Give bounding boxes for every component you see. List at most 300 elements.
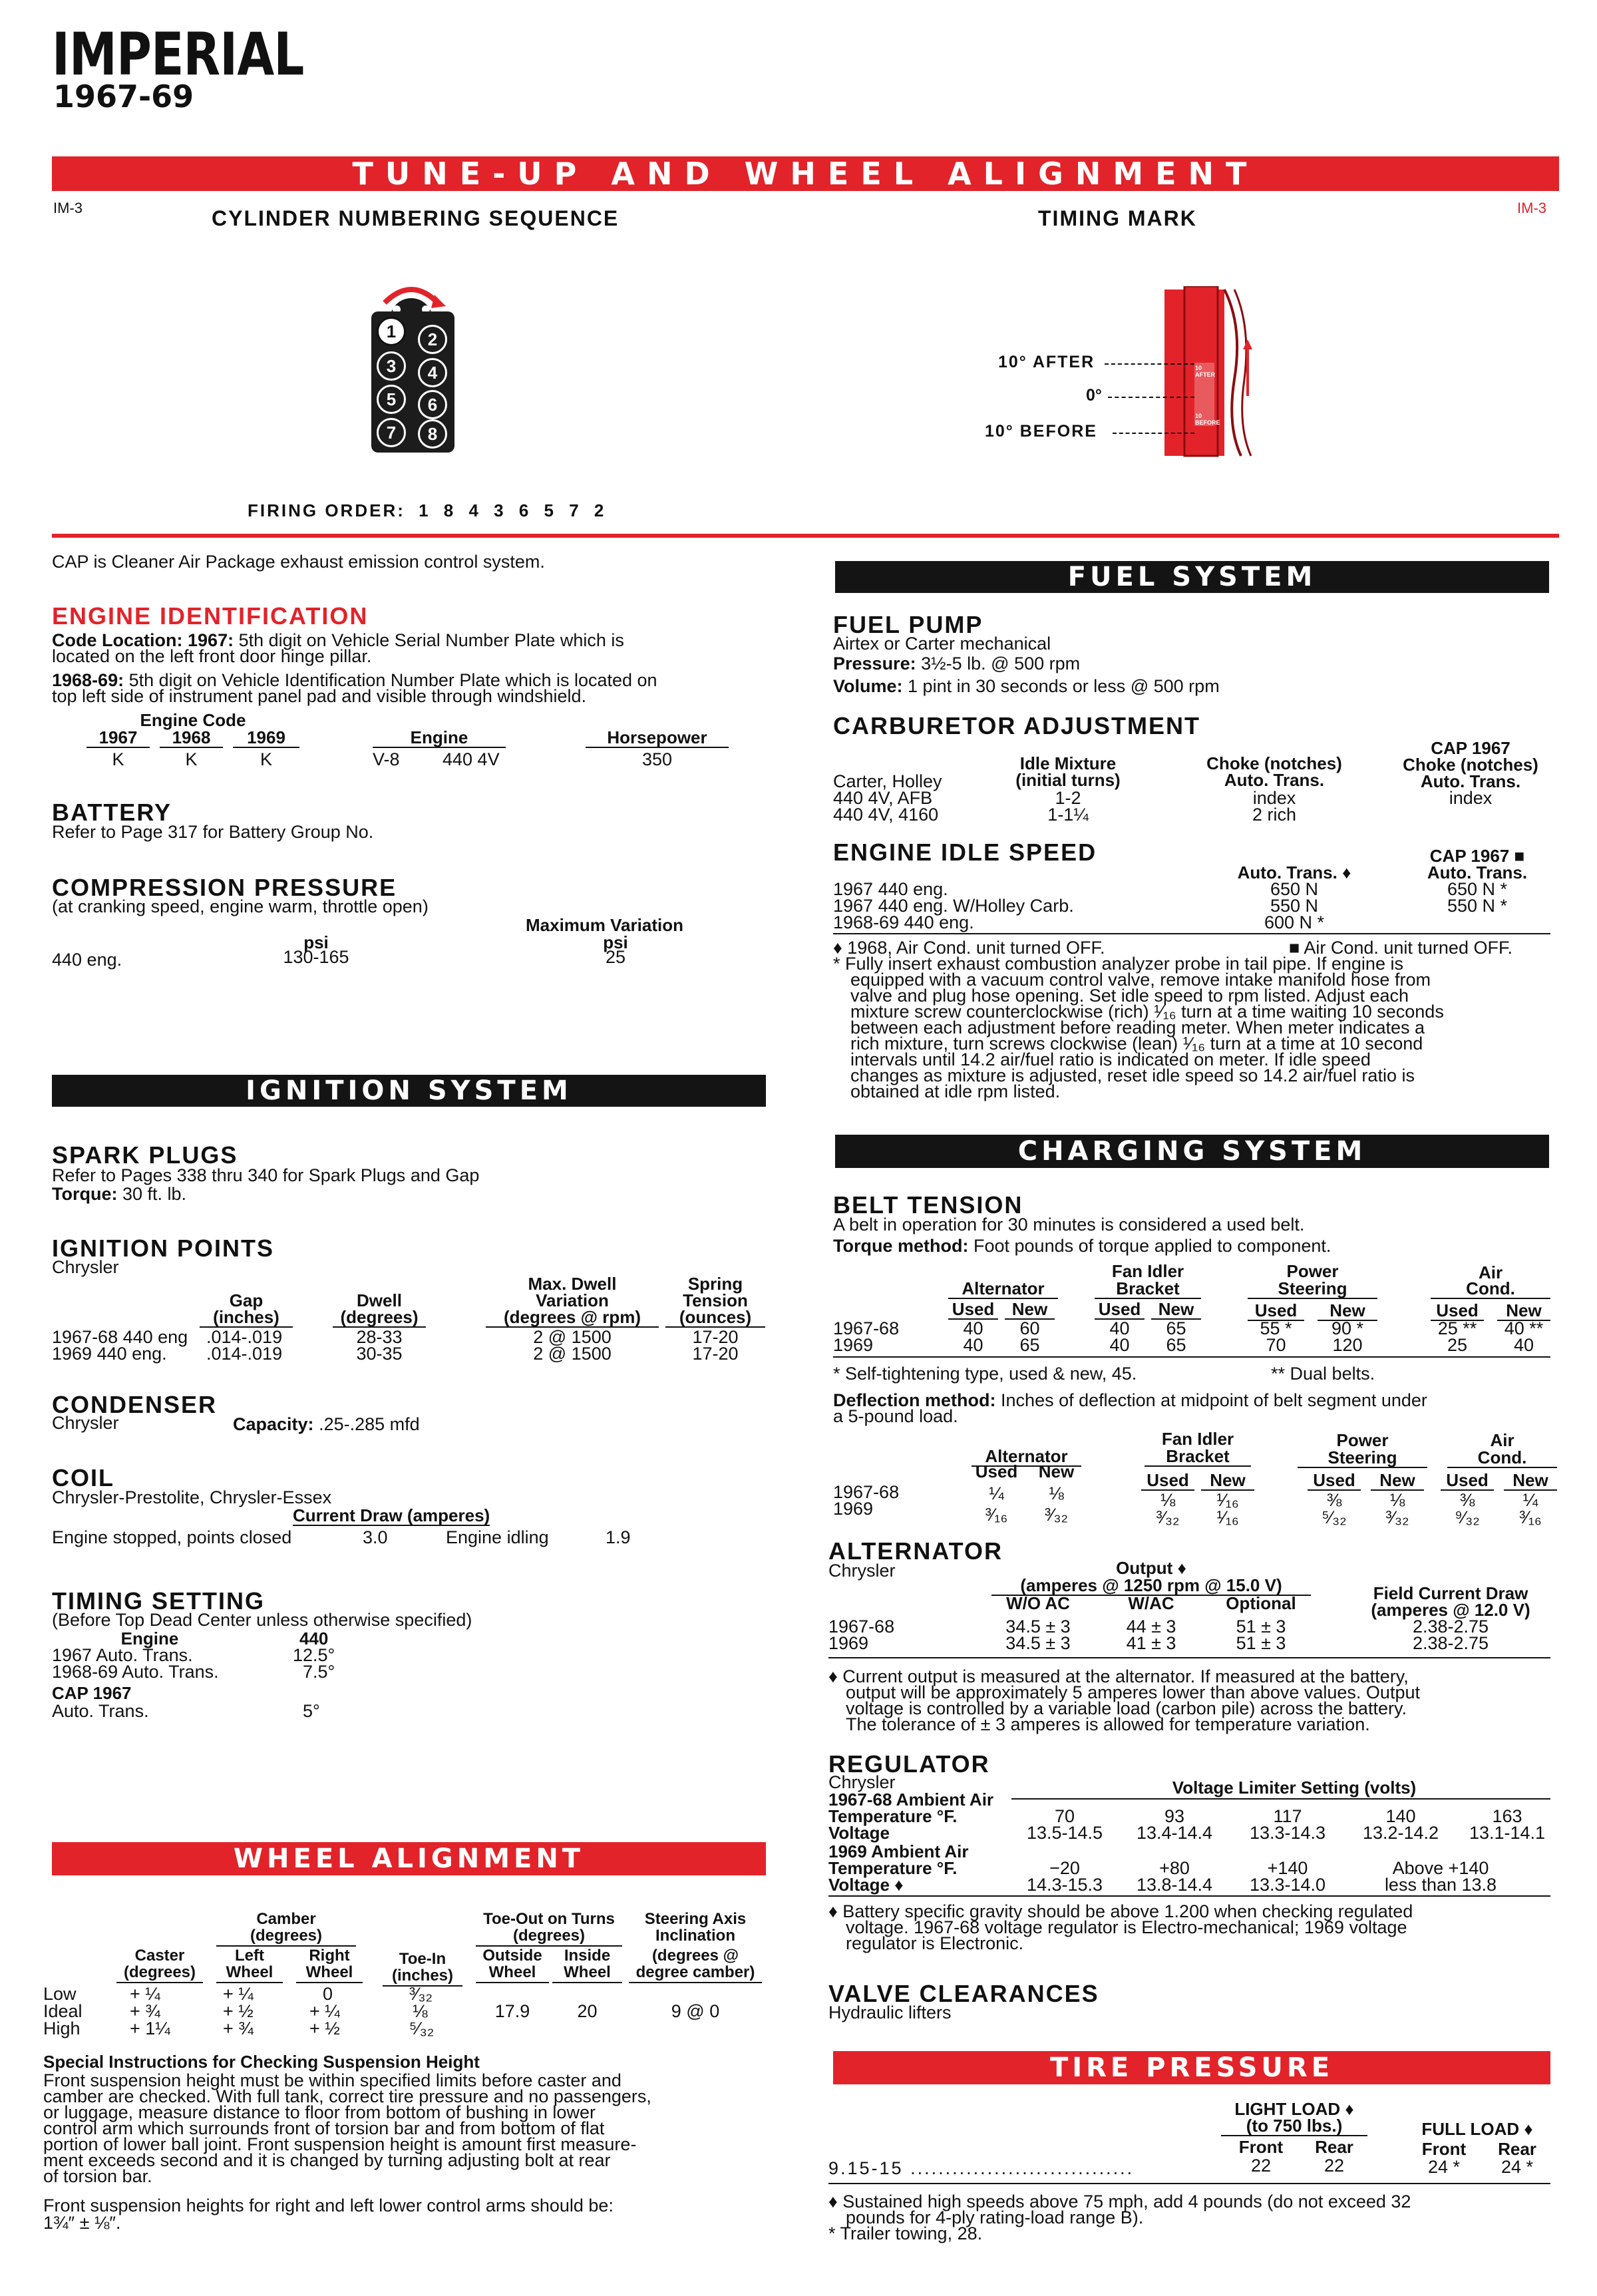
defl-new-4: New: [1504, 1471, 1557, 1491]
defl-power-head-2: Steering: [1298, 1448, 1427, 1468]
belt-used-3: Used: [1248, 1301, 1304, 1321]
engine-code-year-1967: 1967: [87, 728, 150, 748]
regulator-head: Voltage Limiter Setting (volts): [1172, 1778, 1417, 1798]
steer-head-4: degree camber): [629, 1963, 762, 1983]
alt-table-rule: [828, 1657, 1550, 1658]
idle-note-1: ♦ 1968, Air Cond. unit turned OFF.: [833, 938, 1105, 958]
special-instructions-title: Special Instructions for Checking Suspension Height: [43, 2052, 480, 2072]
coil-idling-value: 1.9: [606, 1527, 631, 1547]
timing-row-2-label: 1968-69 Auto. Trans.: [52, 1662, 219, 1682]
make-title: IMPERIAL: [52, 20, 304, 89]
engine-code-1967: K: [112, 749, 124, 769]
belt-air-head-2: Cond.: [1431, 1279, 1550, 1299]
reg-temp-67-5: 163: [1492, 1806, 1522, 1826]
wheel-row-high-left: + ¾: [223, 2018, 254, 2038]
reg-temp-67-2: 93: [1164, 1806, 1185, 1826]
firing-order-value: 1 8 4 3 6 5 7 2: [419, 500, 610, 520]
engine-code-1968: K: [185, 749, 198, 769]
belt-power-head-2: Steering: [1248, 1279, 1377, 1299]
belt-row-2-fan-new: 65: [1166, 1335, 1186, 1355]
toein-head-1: Toe-In: [399, 1950, 446, 1968]
alternator-make: Chrysler: [828, 1561, 896, 1581]
tire-rear-head-1: Rear: [1315, 2137, 1353, 2157]
reg-amb-67: 1967-68 Ambient Air: [828, 1790, 994, 1810]
coil-make: Chrysler-Prestolite, Chrysler-Essex: [52, 1487, 332, 1507]
alt-row-2-opt: 51 ± 3: [1236, 1633, 1286, 1653]
regulator-notes: ♦ Battery specific gravity should be above 1.200 when checking regulated voltage. 1967-68 voltage regulator is Electro-mechanical; 1969 voltage regulator is Electronic.: [828, 1901, 1413, 1953]
reg-volt-69-3: 13.3-14.0: [1249, 1875, 1326, 1895]
timing-zero-leader: [1108, 397, 1194, 398]
belt-deflection-2: a 5-pound load.: [833, 1406, 958, 1426]
timing-row-1-value: 12.5°: [293, 1645, 335, 1665]
points-row-1-label: 1967-68 440 eng: [52, 1327, 188, 1347]
timing-setting-sub: (Before Top Dead Center unless otherwise specified): [52, 1610, 472, 1630]
special-instructions-text: Front suspension height must be within specified limits before caster and camber are checked. With full tank, correct tire pressure and no passengers, or luggage, measure distance to floor from bottom of bushing in lower control arm which surrounds front of torsion bar and from bottom of flat portion of lower ball joint. Front suspension height is amount first measure- ment exceeds second and it is changed by turning adjusting bolt at rear of torsion bar.: [43, 2070, 651, 2186]
cylinder-8: 8: [418, 419, 447, 449]
idle-cap-auto-head: Auto. Trans.: [1427, 862, 1528, 882]
timing-before-leader: [1113, 433, 1194, 434]
reg-temp-69-1: −20: [1049, 1858, 1080, 1878]
fuel-pump-title: FUEL PUMP: [833, 611, 983, 638]
years-title: 1967-69: [53, 79, 194, 114]
carb-idle-head-1: Idle Mixture: [1019, 753, 1117, 773]
belt-row-2-air-new: 40: [1513, 1335, 1534, 1355]
wheel-row-high-caster: + 1¼: [130, 2018, 170, 2038]
section-divider: [52, 534, 1559, 538]
belt-row-1-air-used: 25 **: [1437, 1318, 1477, 1338]
alt-row-1-field: 2.38-2.75: [1412, 1617, 1489, 1636]
engine-code-1969: K: [260, 749, 272, 769]
belt-new-1: New: [1005, 1300, 1055, 1320]
idle-cap-head: CAP 1967 ■: [1429, 846, 1525, 866]
carb-row-3: 440 4V, 4160: [833, 805, 939, 825]
belt-row-2-air-used: 25: [1447, 1335, 1468, 1355]
points-row-2-dwell: 30-35: [356, 1344, 403, 1364]
inside-head-1: Inside: [564, 1947, 611, 1965]
timing-scale-after: 10 AFTER: [1195, 365, 1215, 378]
spark-plugs-title: SPARK PLUGS: [52, 1141, 238, 1169]
belt-fan-head-1: Fan Idler: [1111, 1261, 1184, 1281]
engine-size: 440 4V: [443, 749, 500, 769]
carb-cap-choke-1: Choke (notches): [1403, 755, 1538, 775]
alt-field-head-1: Field Current Draw: [1373, 1583, 1528, 1603]
timing-scale-before: 10 BEFORE: [1195, 413, 1220, 426]
timing-after-label: 10° AFTER: [998, 353, 1095, 371]
timing-engine-head: Engine: [120, 1628, 179, 1648]
defl-row-1-fan-new: ¹⁄₁₆: [1216, 1490, 1239, 1510]
defl-row-1-fan-used: ⅛: [1160, 1490, 1176, 1510]
reg-temp-69-3: +140: [1267, 1858, 1308, 1878]
idle-row-2-label: 1967 440 eng. W/Holley Carb.: [833, 896, 1074, 916]
belt-row-1-fan-new: 65: [1166, 1318, 1186, 1338]
belt-row-1-power-new: 90 *: [1331, 1318, 1364, 1338]
reg-amb-69: 1969 Ambient Air: [828, 1841, 969, 1861]
idle-row-2-cap: 550 N *: [1447, 896, 1508, 916]
idle-row-1-cap: 650 N *: [1447, 879, 1508, 899]
ignition-points-title: IGNITION POINTS: [52, 1235, 275, 1262]
tire-full-rear: 24 *: [1501, 2157, 1534, 2177]
idle-notes: * Fully insert exhaust combustion analyzer probe in tail pipe. If engine is equipped with a vacuum control valve, remove intake manifold hose from valve and plug hose opening. Set idle speed to rpm listed. Adjust each mixture screw counterclockwise (rich) ¹⁄₁₆ turn at a time waiting 10 seconds between each adjustment before reading meter. When meter indicates a rich mixture, turn screws clockwise (lean) ¹⁄₁₆ turn at a time at 10 second intervals until 14.2 air/fuel ratio is indicated on meter. If idle speed changes as mixture is adjusted, reset idle speed so 14.2 air/fuel ratio is obtained at idle rpm listed.: [833, 954, 1444, 1101]
firing-order: [248, 500, 609, 521]
charging-system-banner: CHARGING SYSTEM: [835, 1135, 1549, 1168]
wheel-row-low-left: + ¼: [223, 1984, 254, 2004]
page-number-left: IM-3: [53, 200, 83, 216]
belt-row-2-alt-used: 40: [963, 1335, 983, 1355]
points-row-2-label: 1969 440 eng.: [52, 1344, 167, 1364]
h-gap-2: (inches): [200, 1308, 293, 1328]
psi-head-1: psi: [303, 932, 329, 952]
alternator-notes: ♦ Current output is measured at the alternator. If measured at the battery, output will be approximately 5 amperes lower than above values. Output voltage is controlled by a variable load (carbon pile) across the battery. The tolerance of ± 3 amperes is allowed for temperature variation.: [828, 1666, 1420, 1734]
engine-block-diagram: [371, 311, 454, 453]
defl-used-1: Used: [975, 1461, 1018, 1481]
timing-440-head: 440: [299, 1628, 329, 1648]
points-row-1-maxdwell: 2 @ 1500: [533, 1327, 612, 1347]
wheel-row-ideal-toein: ⅛: [413, 2001, 428, 2021]
inside-head-2: Wheel: [552, 1963, 622, 1983]
condenser-capacity: Capacity: .25-.285 mfd: [233, 1414, 420, 1434]
timing-cap-label: CAP 1967: [52, 1683, 132, 1703]
alt-row-1-label: 1967-68: [828, 1617, 895, 1636]
carb-title: CARBURETOR ADJUSTMENT: [833, 712, 1201, 739]
caster-head-2: (degrees): [116, 1963, 203, 1983]
front-suspension-2: 1¾″ ± ⅛″.: [43, 2213, 121, 2233]
cylinder-1: 1: [377, 317, 406, 346]
idle-auto-head: Auto. Trans. ♦: [1237, 862, 1351, 882]
coil-title: COIL: [52, 1464, 114, 1491]
timing-row-3-value: 5°: [303, 1701, 320, 1721]
belt-new-2: New: [1151, 1300, 1201, 1320]
spark-plugs-text: Refer to Pages 338 thru 340 for Spark Plugs and Gap: [52, 1165, 480, 1185]
wheel-row-low-right: 0: [323, 1984, 333, 2004]
defl-row-1-air-new: ¼: [1522, 1490, 1538, 1510]
coil-stopped-label: Engine stopped, points closed: [52, 1527, 292, 1547]
reg-volt-67-3: 13.3-14.3: [1249, 1823, 1326, 1843]
defl-alt-head: Alternator: [972, 1447, 1081, 1467]
compression-sub: (at cranking speed, engine warm, throttle open): [52, 896, 429, 916]
defl-used-4: Used: [1441, 1471, 1494, 1491]
belt-torque: Torque method: Foot pounds of torque applied to component.: [833, 1236, 1331, 1256]
horsepower-value: 350: [641, 749, 673, 769]
defl-row-2-power-new: ³⁄₃₂: [1385, 1507, 1409, 1527]
cylinder-title: CYLINDER NUMBERING SEQUENCE: [212, 206, 620, 230]
defl-row-2-air-used: ⁹⁄₃₂: [1455, 1507, 1480, 1527]
belt-row-2-fan-used: 40: [1109, 1335, 1130, 1355]
horsepower-head: Horsepower: [586, 728, 729, 748]
wheel-steering-value: 9 @ 0: [671, 2001, 720, 2021]
max-variation-head: Maximum Variation: [526, 915, 683, 935]
timing-before-label: 10° BEFORE: [985, 422, 1097, 441]
timing-row-2-value: 7.5°: [303, 1662, 335, 1682]
tire-front-head-2: Front: [1421, 2139, 1467, 2159]
carb-row-3-choke: 2 rich: [1252, 805, 1297, 825]
belt-used-2: Used: [1095, 1300, 1145, 1320]
toein-head-2: (inches): [383, 1967, 462, 1987]
coil-draw-head: Current Draw (amperes): [293, 1505, 490, 1525]
condenser-make: Chrysler: [52, 1413, 119, 1433]
compression-range: 130-165: [283, 947, 349, 967]
alt-row-2-woac: 34.5 ± 3: [1005, 1633, 1071, 1653]
belt-used-1: Used: [948, 1300, 998, 1320]
tire-rear-head-2: Rear: [1498, 2139, 1536, 2159]
defl-row-2-air-new: ³⁄₁₆: [1519, 1507, 1542, 1527]
carb-row-2: 440 4V, AFB: [833, 788, 933, 808]
timing-mark-title: TIMING MARK: [1038, 206, 1197, 230]
cylinder-2: 2: [418, 325, 447, 354]
defl-used-2: Used: [1141, 1471, 1194, 1491]
h-dwell-2: (degrees): [333, 1308, 426, 1328]
cylinder-7: 7: [377, 418, 406, 447]
ignition-banner: IGNITION SYSTEM: [52, 1075, 766, 1107]
tire-front-head-1: Front: [1238, 2137, 1284, 2157]
defl-new-2: New: [1201, 1471, 1254, 1491]
tire-light-front: 22: [1250, 2156, 1272, 2176]
engine-code-year-1968: 1968: [160, 728, 223, 748]
regulator-make: Chrysler: [828, 1772, 896, 1792]
reg-volt-69-label: Voltage ♦: [828, 1875, 904, 1895]
engine-id-line2: located on the left front door hinge pillar.: [52, 646, 372, 666]
belt-tension-title: BELT TENSION: [833, 1191, 1023, 1219]
tire-full-front: 24 *: [1427, 2157, 1461, 2177]
points-row-2-spring: 17-20: [692, 1344, 739, 1364]
h-spring-2: Tension: [683, 1290, 748, 1310]
reg-volt-69-2: 13.8-14.4: [1136, 1875, 1213, 1895]
carb-idle-head-2: (initial turns): [1015, 770, 1121, 790]
defl-new-3: New: [1371, 1471, 1424, 1491]
belt-row-2-alt-new: 65: [1019, 1335, 1040, 1355]
wheel-row-ideal-label: Ideal: [43, 2001, 83, 2021]
wheel-row-ideal-caster: + ¾: [130, 2001, 160, 2021]
toeout-head-2: (degrees): [476, 1927, 622, 1947]
points-row-1-dwell: 28-33: [356, 1327, 403, 1347]
valve-clearances-title: VALVE CLEARANCES: [828, 1980, 1099, 2007]
tire-full-head: FULL LOAD ♦: [1421, 2119, 1533, 2139]
belt-power-head-1: Power: [1286, 1261, 1339, 1281]
defl-row-2-power-used: ⁵⁄₃₂: [1322, 1507, 1347, 1527]
tire-pressure-banner: TIRE PRESSURE: [833, 2051, 1550, 2084]
reg-volt-67-2: 13.4-14.4: [1136, 1823, 1213, 1843]
steering-head-1: Steering Axis: [644, 1910, 747, 1928]
fuel-pump-volume: Volume: 1 pint in 30 seconds or less @ 500 rpm: [833, 676, 1220, 696]
timing-row-1-label: 1967 Auto. Trans.: [52, 1645, 193, 1665]
cap-note: CAP is Cleaner Air Package exhaust emission control system.: [52, 552, 545, 572]
engine-id-line3: 1968-69: 5th digit on Vehicle Identification Number Plate which is located on: [52, 670, 657, 690]
condenser-title: CONDENSER: [52, 1391, 218, 1418]
defl-used-3: Used: [1308, 1471, 1361, 1491]
alt-row-1-woac: 34.5 ± 3: [1005, 1617, 1071, 1636]
compression-variation: 25: [605, 947, 626, 967]
belt-dual-note: ** Dual belts.: [1271, 1364, 1375, 1384]
reg-temp-67-1: 70: [1054, 1806, 1075, 1826]
idle-note-1b: ■ Air Cond. unit turned OFF.: [1289, 938, 1512, 958]
engine-code-year-1969: 1969: [233, 728, 299, 748]
wheel-row-ideal-left: + ½: [223, 2001, 254, 2021]
tire-light-rear: 22: [1324, 2156, 1345, 2176]
left-head-1: Left: [235, 1947, 264, 1965]
fuel-pump-pressure: Pressure: 3½-5 lb. @ 500 rpm: [833, 654, 1081, 673]
coil-stopped-value: 3.0: [363, 1527, 388, 1547]
reg-volt-67-4: 13.2-14.2: [1362, 1823, 1439, 1843]
alt-woac-head: W/O AC: [1006, 1593, 1070, 1613]
h-dwell-1: Dwell: [357, 1290, 402, 1310]
belt-row-1-air-new: 40 **: [1504, 1318, 1544, 1338]
defl-row-2-fan-used: ³⁄₃₂: [1156, 1507, 1180, 1527]
tire-light-head-2: (to 750 lbs.): [1221, 2116, 1367, 2136]
belt-alt-head: Alternator: [948, 1279, 1058, 1299]
wheel-alignment-banner: WHEEL ALIGNMENT: [52, 1842, 766, 1875]
engine-head: Engine: [373, 728, 506, 748]
idle-row-1-auto: 650 N: [1270, 879, 1319, 899]
outside-head-2: Wheel: [476, 1963, 549, 1983]
alt-row-1-opt: 51 ± 3: [1236, 1617, 1286, 1636]
defl-new-1: New: [1038, 1461, 1075, 1481]
cylinder-6: 6: [418, 390, 447, 419]
belt-fan-head-2: Bracket: [1095, 1279, 1201, 1299]
compression-engine: 440 eng.: [52, 950, 122, 970]
defl-fan-head-1: Fan Idler: [1161, 1429, 1234, 1449]
tire-size: 9.15-15 ................................: [828, 2158, 1135, 2178]
wheel-row-high-label: High: [43, 2018, 81, 2038]
camber-head-2: (degrees): [216, 1927, 356, 1947]
timing-after-leader: [1105, 363, 1194, 365]
belt-row-1-power-used: 55 *: [1260, 1318, 1292, 1338]
h-gap-1: Gap: [229, 1290, 264, 1310]
tire-notes: ♦ Sustained high speeds above 75 mph, add 4 pounds (do not exceed 32 pounds for 4-ply rating-load range B). * Trailer towing, 28.: [828, 2192, 1411, 2243]
wheel-outside-value: 17.9: [494, 2001, 530, 2021]
cylinder-4: 4: [418, 358, 447, 387]
defl-row-2-alt-used: ³⁄₁₆: [985, 1505, 1008, 1525]
h-maxdwell-2: Variation: [536, 1290, 609, 1310]
wheel-row-ideal-right: + ¼: [309, 2001, 340, 2021]
carb-cap-choke-2: Auto. Trans.: [1420, 771, 1521, 791]
valve-clearances-text: Hydraulic lifters: [828, 2003, 952, 2022]
wheel-row-high-right: + ½: [309, 2018, 340, 2038]
points-row-1-gap: .014-.019: [206, 1327, 283, 1347]
reg-volt-67-5: 13.1-14.1: [1469, 1823, 1546, 1843]
toeout-head-1: Toe-Out on Turns: [483, 1910, 615, 1928]
wheel-row-low-caster: + ¼: [130, 1984, 160, 2004]
reg-temp-67-label: Temperature °F.: [828, 1806, 958, 1826]
carb-row-2-cap: index: [1449, 788, 1493, 808]
defl-row-2-label: 1969: [833, 1499, 874, 1519]
points-row-1-spring: 17-20: [692, 1327, 739, 1347]
carb-row-1: Carter, Holley: [833, 771, 942, 791]
engine-code-head: Engine Code: [140, 710, 246, 730]
wheel-row-low-toein: ³⁄₃₂: [409, 1984, 433, 2004]
points-row-2-gap: .014-.019: [206, 1344, 283, 1364]
carb-row-2-idle: 1-2: [1055, 788, 1081, 808]
regulator-head-rule: [1011, 1798, 1550, 1800]
alt-wac-head: W/AC: [1128, 1593, 1174, 1613]
firing-order-label: FIRING ORDER:: [248, 500, 405, 520]
points-row-2-maxdwell: 2 @ 1500: [533, 1344, 612, 1364]
defl-row-1-power-used: ⅜: [1326, 1490, 1342, 1510]
belt-used-4: Used: [1431, 1301, 1484, 1321]
page-number-right: IM-3: [1517, 200, 1546, 216]
belt-row-2-label: 1969: [833, 1335, 874, 1355]
defl-fan-head-2: Bracket: [1145, 1447, 1251, 1467]
carb-cap-head: CAP 1967: [1431, 738, 1510, 758]
caster-head-1: Caster: [134, 1947, 185, 1965]
left-head-2: Wheel: [216, 1963, 283, 1983]
alt-row-2-field: 2.38-2.75: [1412, 1633, 1489, 1653]
h-maxdwell-1: Max. Dwell: [528, 1274, 617, 1294]
engine-id-line4: top left side of instrument panel pad and visible through windshield.: [52, 686, 586, 706]
timing-setting-title: TIMING SETTING: [52, 1587, 265, 1615]
timing-row-3-label: Auto. Trans.: [52, 1701, 149, 1721]
reg-table-rule: [828, 1895, 1550, 1897]
belt-row-1-alt-new: 60: [1019, 1318, 1040, 1338]
reg-volt-69-4: less than 13.8: [1384, 1875, 1497, 1895]
belt-new-3: New: [1318, 1301, 1377, 1321]
defl-air-head-1: Air: [1490, 1430, 1514, 1450]
belt-self-note: * Self-tightening type, used & new, 45.: [833, 1364, 1137, 1384]
battery-text: Refer to Page 317 for Battery Group No.: [52, 822, 374, 842]
cylinder-3: 3: [377, 351, 406, 381]
psi-head-2: psi: [603, 932, 628, 952]
timing-zero-label: 0°: [1086, 386, 1102, 405]
ignition-points-make: Chrysler: [52, 1257, 119, 1277]
belt-deflection: Deflection method: Inches of deflection at midpoint of belt segment under: [833, 1390, 1427, 1410]
tuneup-banner: TUNE-UP AND WHEEL ALIGNMENT: [52, 156, 1559, 191]
idle-row-3-label: 1968-69 440 eng.: [833, 912, 974, 932]
defl-row-2-fan-new: ¹⁄₁₆: [1216, 1507, 1239, 1527]
alt-row-2-label: 1969: [828, 1633, 869, 1653]
carb-row-2-choke: index: [1252, 788, 1296, 808]
right-head-1: Right: [309, 1947, 350, 1965]
belt-row-1-label: 1967-68: [833, 1318, 900, 1338]
belt-row-2-power-new: 120: [1332, 1335, 1363, 1355]
camber-head-1: Camber: [256, 1910, 316, 1928]
defl-row-1-label: 1967-68: [833, 1482, 900, 1502]
belt-row-1-fan-used: 40: [1109, 1318, 1130, 1338]
alt-row-1-wac: 44 ± 3: [1126, 1617, 1176, 1636]
reg-temp-69-label: Temperature °F.: [828, 1858, 958, 1878]
cylinder-5: 5: [377, 385, 406, 414]
belt-row-1-alt-used: 40: [963, 1318, 983, 1338]
spark-plugs-torque: Torque: 30 ft. lb.: [52, 1184, 187, 1204]
tire-table-rule: [828, 2183, 1550, 2184]
front-suspension-1: Front suspension heights for right and left lower control arms should be:: [43, 2196, 614, 2215]
belt-line-1: A belt in operation for 30 minutes is considered a used belt.: [833, 1215, 1305, 1235]
reg-temp-69-2: +80: [1159, 1858, 1190, 1878]
defl-power-head-1: Power: [1336, 1430, 1389, 1450]
defl-air-head-2: Cond.: [1447, 1448, 1557, 1468]
belt-table-rule: [833, 1356, 1550, 1358]
h-spring-1: Spring: [687, 1274, 743, 1294]
idle-row-2-auto: 550 N: [1270, 896, 1319, 916]
fuel-pump-make: Airtex or Carter mechanical: [833, 634, 1051, 654]
wheel-row-high-toein: ⁵⁄₃₂: [409, 2018, 435, 2038]
defl-row-1-air-used: ⅜: [1459, 1490, 1475, 1510]
carb-choke-head-1: Choke (notches): [1206, 753, 1342, 773]
defl-row-2-alt-new: ³⁄₃₂: [1045, 1505, 1068, 1525]
engine-type: V-8: [373, 749, 400, 769]
fuel-system-banner: FUEL SYSTEM: [835, 561, 1549, 593]
coil-idling-label: Engine idling: [446, 1527, 549, 1547]
reg-volt-67-label: Voltage: [828, 1823, 890, 1843]
engine-id-title: ENGINE IDENTIFICATION: [52, 602, 369, 630]
defl-row-1-power-new: ⅛: [1389, 1490, 1405, 1510]
belt-air-head-1: Air: [1478, 1262, 1503, 1282]
idle-row-3-auto: 600 N *: [1264, 912, 1325, 932]
idle-row-1-label: 1967 440 eng.: [833, 879, 948, 899]
regulator-title: REGULATOR: [828, 1750, 990, 1778]
battery-title: BATTERY: [52, 799, 172, 826]
h-maxdwell-3: (degrees @ rpm): [486, 1308, 659, 1328]
alt-amps-head: (amperes @ 1250 rpm @ 15.0 V): [991, 1576, 1311, 1596]
carb-choke-head-2: Auto. Trans.: [1224, 770, 1325, 790]
h-spring-3: (ounces): [665, 1308, 765, 1328]
